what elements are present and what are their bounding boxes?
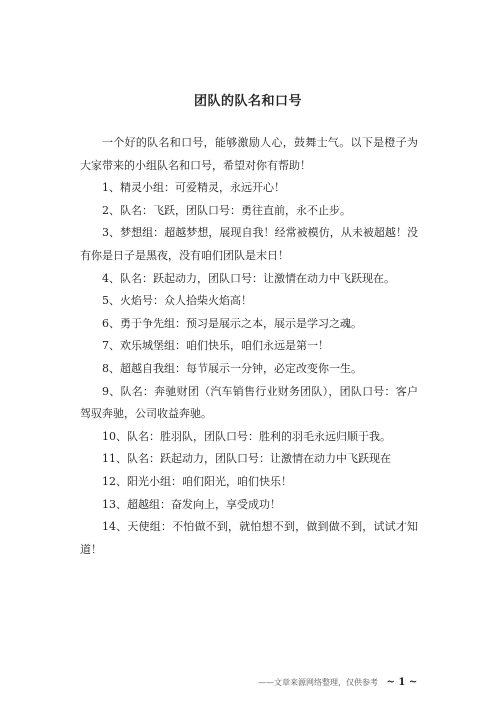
page-footer <box>258 677 417 688</box>
list-item: 9、队名：奔驰财团（汽车销售行业财务团队），团队口号：客户驾驭奔驰，公司收益奔驰。 <box>80 384 418 421</box>
list-item: 3、梦想组：超越梦想，展现自我！经常被模仿，从未被超越！没有你是日子是黑夜，没有咱们团队是末日！ <box>80 226 418 262</box>
list-item: 6、勇于争先组：预习是展示之本，展示是学习之魂。 <box>102 316 362 330</box>
list-item: 1、精灵小组：可爱精灵，永远开心！ <box>102 181 285 195</box>
document-body <box>80 132 418 561</box>
list-item: 10、队名：胜羽队，团队口号：胜利的羽毛永远归顺于我。 <box>102 429 391 443</box>
list-item: 13、超越组：奋发向上，享受成功！ <box>102 497 281 511</box>
list-item: 7、欢乐城堡组：咱们快乐，咱们永远是第一！ <box>102 339 329 353</box>
document-title: 团队的队名和口号 <box>193 94 302 109</box>
list-item: 5、火焰号：众人拾柴火焰高！ <box>102 294 252 308</box>
intro-paragraph: 一个好的队名和口号，能够激励人心，鼓舞士气。以下是橙子为大家带来的小组队名和口号，希望对你有帮助！ <box>80 136 418 172</box>
list-item: 11、队名：跃起动力，团队口号：让激情在动力中飞跃现在 <box>102 452 391 466</box>
list-item: 4、队名：跃起动力，团队口号：让激情在动力中飞跃现在。 <box>102 271 395 285</box>
footer-note: ——文章来源网络整理，仅供参考 <box>258 678 378 687</box>
list-item: 8、超越自我组：每节展示一分钟，必定改变你一生。 <box>102 361 362 375</box>
list-item: 14、天使组：不怕做不到，就怕想不到，做到做不到，试试才知道！ <box>80 520 418 556</box>
page-number: ~ 1 ~ <box>386 677 418 688</box>
list-item: 12、阳光小组：咱们阳光，咱们快乐！ <box>102 474 292 488</box>
list-item: 2、队名：飞跃，团队口号：勇往直前，永不止步。 <box>102 203 351 217</box>
